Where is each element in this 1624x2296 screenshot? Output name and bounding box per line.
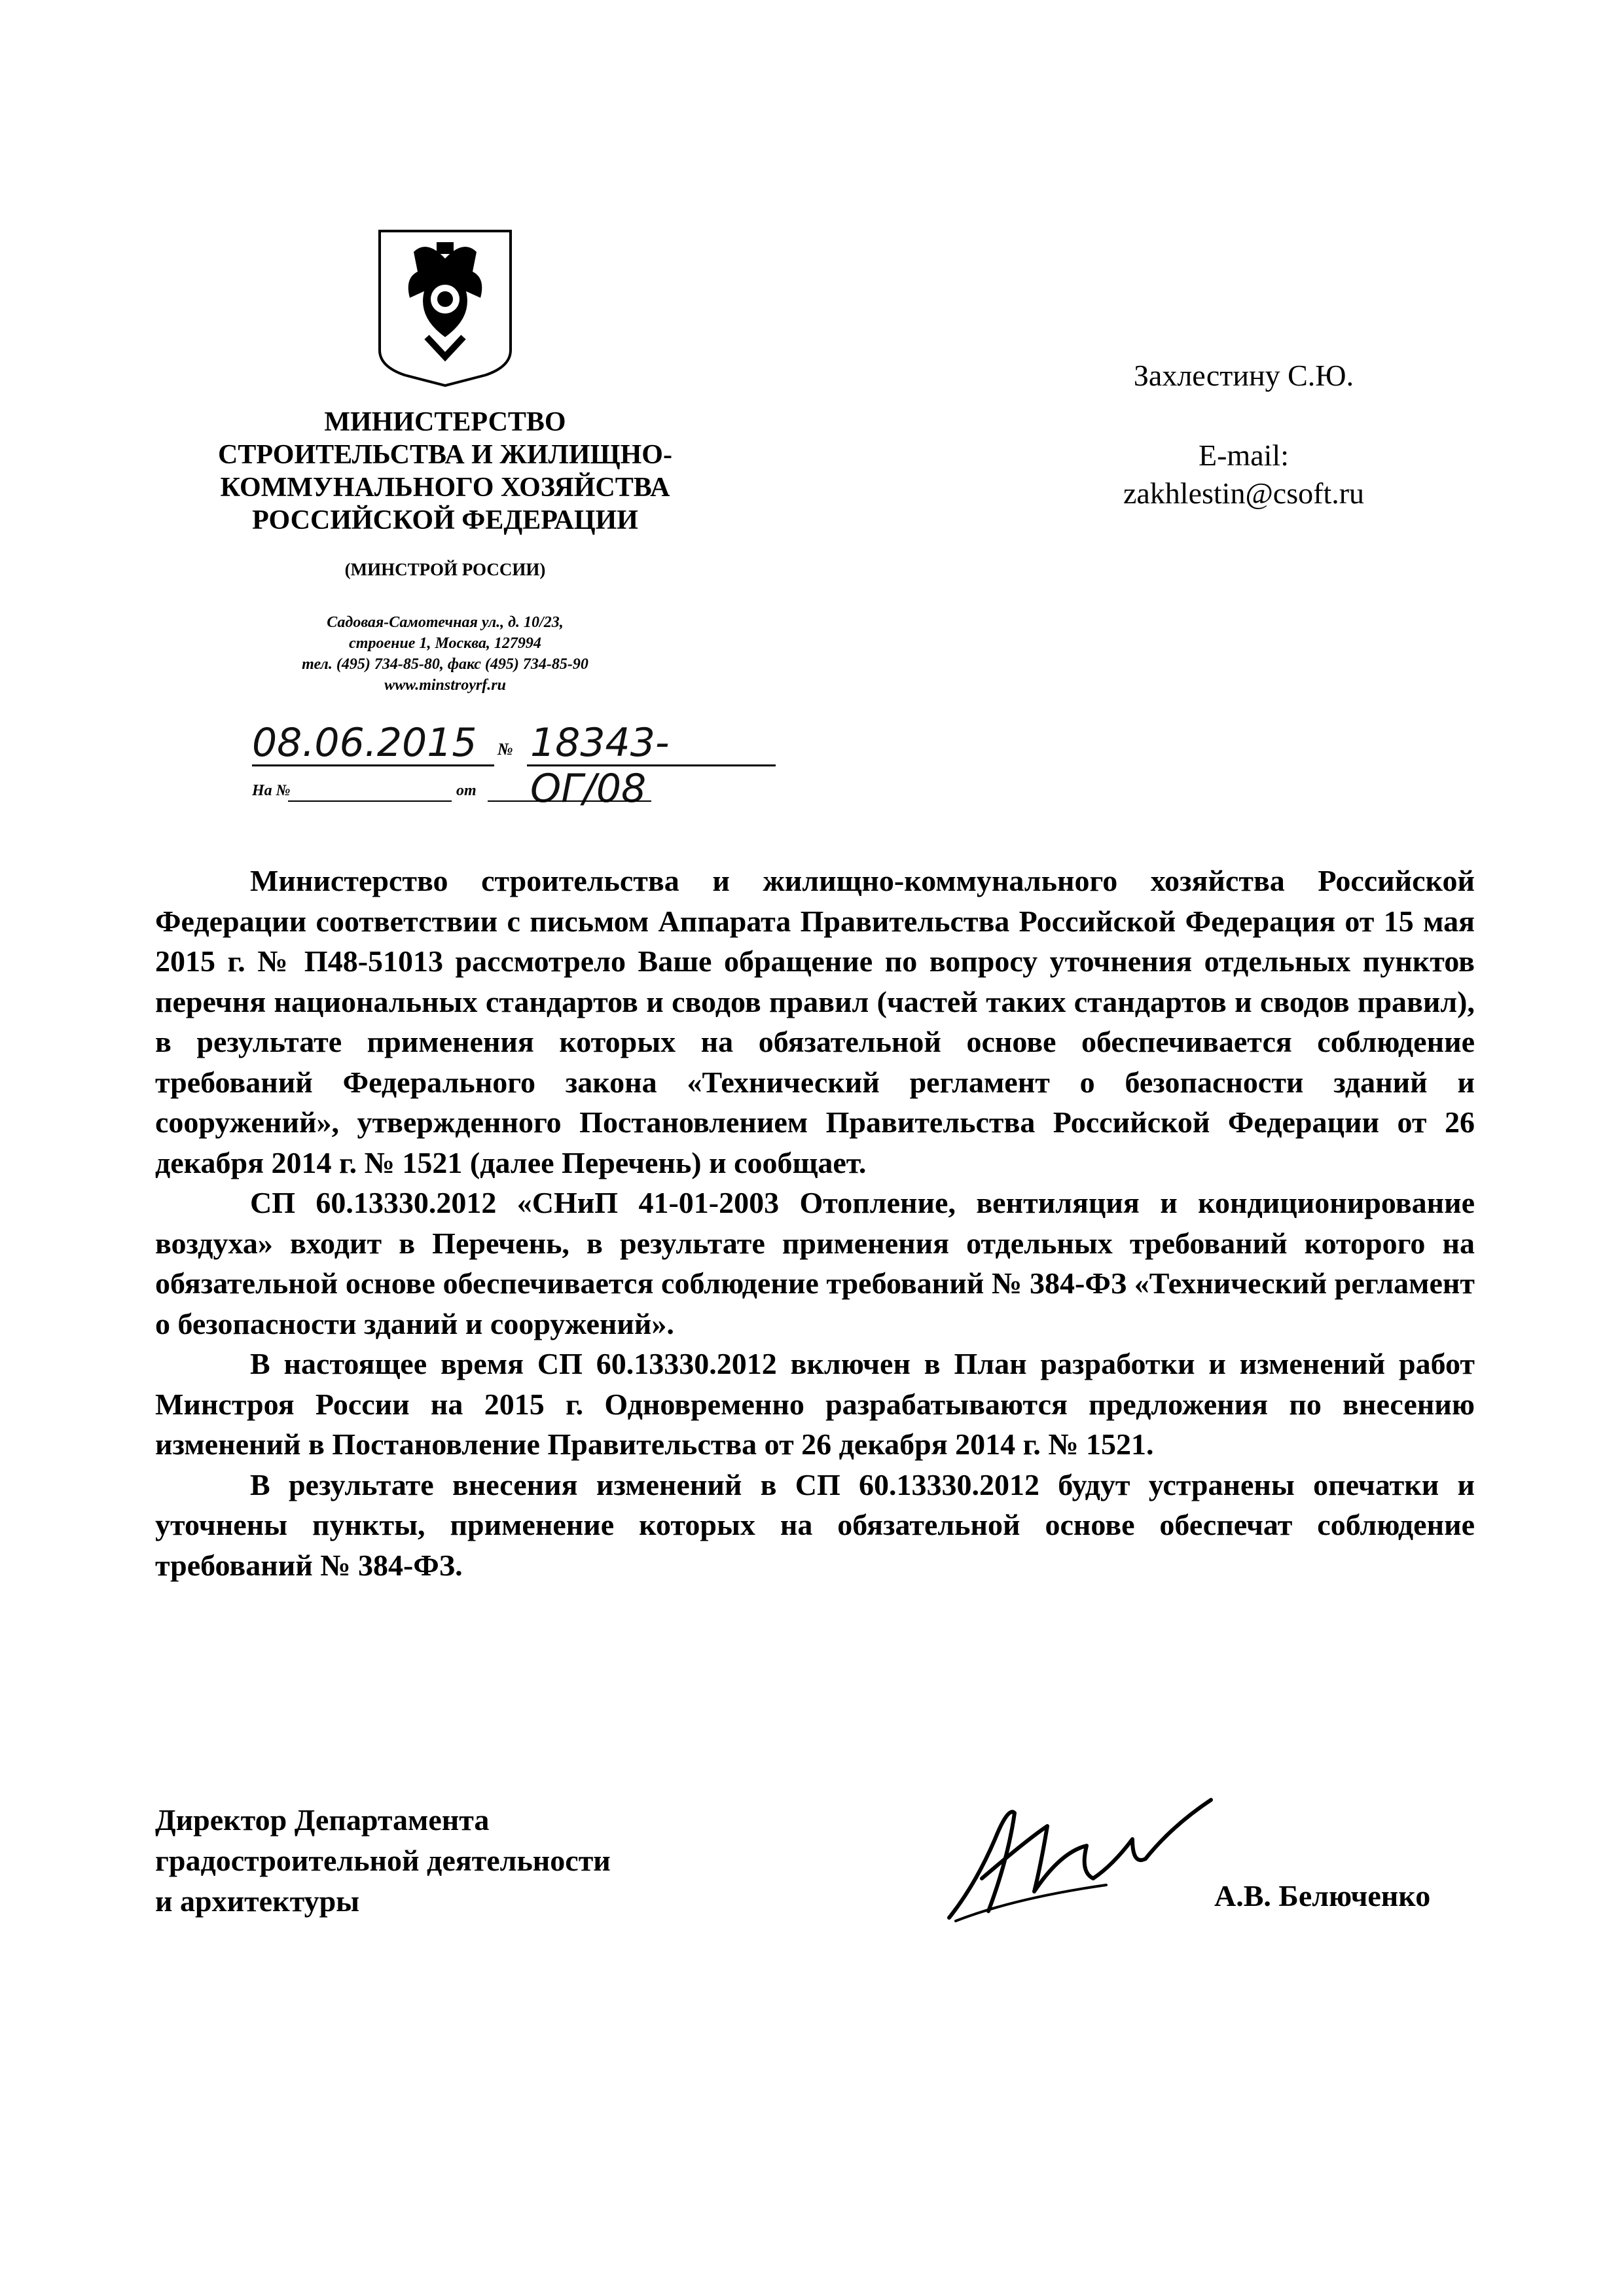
body-paragraph: СП 60.13330.2012 «СНиП 41-01-2003 Отопление, вентиляция и кондиционирование воздуха» входит в Перечень, в результате применения отдельных требований которого на обязательной основе обеспечивается соблюдение требований № 384-ФЗ «Технический регламент о безопасности зданий и сооружений». [155, 1186, 1475, 1340]
reply-reference [252, 782, 723, 808]
signer-title-line: Директор Департамента [155, 1803, 490, 1837]
ministry-name [157, 406, 733, 537]
ministry-line: РОССИЙСКОЙ ФЕДЕРАЦИИ [252, 505, 638, 535]
ministry-line: КОММУНАЛЬНОГО ХОЗЯЙСТВА [220, 473, 670, 503]
outgoing-number-label: № [497, 740, 513, 759]
ministry-short-name: (МИНСТРОЙ РОССИИ) [344, 560, 546, 579]
signer-title [155, 1800, 611, 1922]
address-line: Садовая-Самотечная ул., д. 10/23, [327, 614, 564, 631]
signer-name: А.В. Белюченко [1214, 1879, 1431, 1912]
underline [527, 764, 776, 766]
outgoing-number: 18343-ОГ/08 [530, 720, 670, 812]
address-line: строение 1, Москва, 127994 [349, 635, 541, 652]
signer-title-line: и архитектуры [155, 1884, 360, 1918]
ministry-line: СТРОИТЕЛЬСТВА И ЖИЛИЩНО- [218, 440, 672, 470]
body-paragraph: Министерство строительства и жилищно-коммунального хозяйства Российской Федерации соответствии с письмом Аппарата Правительства Российской Федерация от 15 мая 2015 г. № П48-51013 рассмотрело Ваше обращение по вопросу уточнения отдельных пунктов перечня национальных стандартов и сводов правил (частей таких стандартов и сводов правил), в результате применения которых на обязательной основе обеспечивается соблюдение требований Федерального закона «Технический регламент о безопасности зданий и сооружений», утвержденного Постановлением Правительства Российской Федерации от 26 декабря 2014 г. № 1521 (далее Перечень) и сообщает. [155, 864, 1475, 1179]
reply-number-label: На № [252, 782, 291, 799]
outgoing-date: 08.06.2015 [252, 720, 477, 766]
body-paragraph: В настоящее время СП 60.13330.2012 включен в План разработки и изменений работ Минстроя России на 2015 г. Одновременно разрабатываются предложения по внесению изменений в Постановление Правительства от 26 декабря 2014 г. № 1521. [155, 1347, 1475, 1461]
underline [488, 800, 651, 802]
underline [288, 800, 452, 802]
signer-title-line: градостроительной деятельности [155, 1844, 611, 1877]
body-paragraph: В результате внесения изменений в СП 60.13330.2012 будут устранены опечатки и уточнены пункты, применение которых на обязательной основе обеспечат соблюдение требований № 384-ФЗ. [155, 1467, 1475, 1582]
underline [252, 764, 494, 766]
email-address: zakhlestin@csoft.ru [1123, 476, 1365, 510]
ministry-line: МИНИСТЕРСТВО [324, 407, 566, 437]
addressee [1034, 357, 1453, 512]
reply-from-label: от [456, 782, 477, 799]
handwritten-signature [936, 1787, 1224, 1931]
address-line: тел. (495) 734-85-80, факс (495) 734-85-90 [302, 656, 588, 673]
email-label: E-mail: [1199, 439, 1289, 472]
letter-body [155, 861, 1475, 1585]
addressee-name: Захлестину С.Ю. [1133, 359, 1354, 392]
address-line: www.minstroyrf.ru [384, 677, 506, 694]
ministry-address [157, 612, 733, 696]
coat-of-arms-icon [374, 226, 516, 388]
